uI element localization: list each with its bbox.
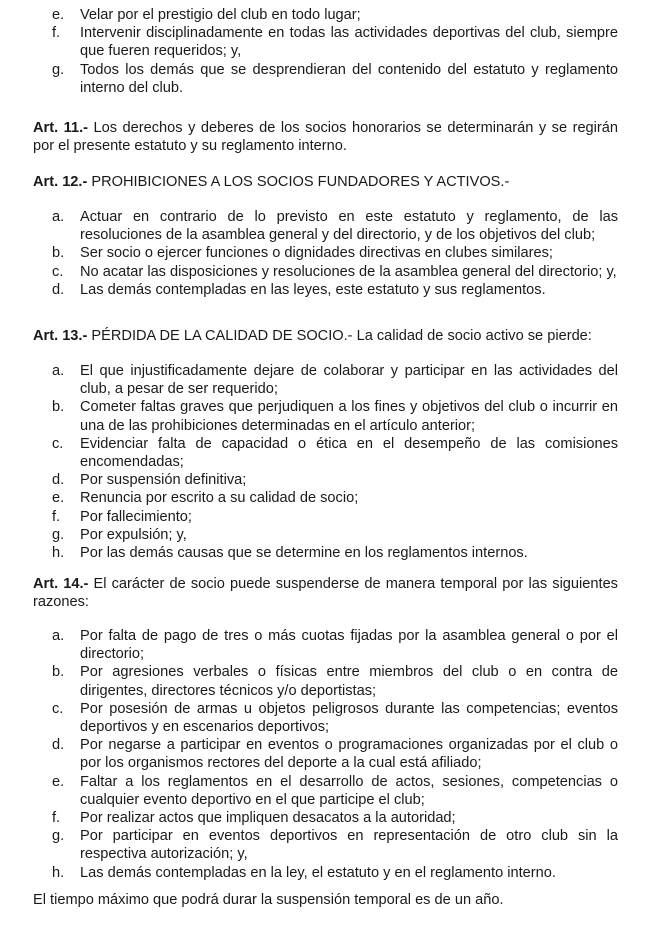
article-14-heading: [33, 575, 618, 611]
list-item-text: Velar por el prestigio del club en todo lugar;: [80, 7, 361, 23]
list-item-text: Las demás contempladas en la ley, el estatuto y en el reglamento interno.: [80, 864, 556, 881]
list-item-text: El que injustificadamente dejare de colaborar y participar en las actividades del club, a pesar de ser requerido;: [80, 363, 618, 398]
list-item-text: Intervenir disciplinadamente en todas las actividades deportivas del club, siempre que fueren requeridos; y,: [80, 25, 618, 60]
list-marker: e.: [52, 773, 65, 790]
list-item-text: Renuncia por escrito a su calidad de socio;: [80, 490, 359, 507]
list-item-text: Por negarse a participar en eventos o programaciones organizadas por el club o por los organismos rectores del deporte a la cual está afiliado;: [80, 737, 618, 772]
article-11: [33, 119, 618, 155]
list-marker: h.: [52, 864, 65, 881]
list-item: [52, 544, 618, 562]
list-marker: f.: [52, 810, 61, 827]
list-marker: f.: [52, 25, 61, 42]
article-13-heading: [33, 327, 618, 345]
list-marker: a.: [52, 209, 65, 225]
list-item-text: Por agresiones verbales o físicas entre miembros del club o en contra de dirigentes, directores técnicos y/o deportistas;: [80, 664, 618, 699]
list-item-text: Faltar a los reglamentos en el desarrollo de actos, sesiones, competencias o cualquier evento deportivo en el que participe el club;: [80, 773, 618, 808]
list-marker: c.: [52, 263, 64, 280]
list-item: [52, 61, 618, 97]
list-item-text: Por falta de pago de tres o más cuotas fijadas por la asamblea general o por el directorio;: [80, 628, 618, 663]
list-marker: g.: [52, 526, 65, 543]
list-marker: a.: [52, 628, 65, 644]
list-item: [52, 627, 618, 663]
list-marker: g.: [52, 61, 65, 78]
list-item-text: Por expulsión; y,: [80, 526, 187, 543]
list-item-text: Por posesión de armas u objetos peligrosos durante las competencias; eventos deportivos y en escenarios deportivos;: [80, 700, 618, 736]
article-text: El carácter de socio puede suspenderse de manera temporal por las siguientes razones:: [33, 576, 618, 611]
list-item-text: Por las demás causas que se determine en los reglamentos internos.: [80, 545, 528, 562]
list-item: [52, 864, 618, 882]
list-marker: f.: [52, 508, 61, 525]
list-item: [52, 508, 618, 526]
list-item: [52, 24, 618, 60]
article-text: Los derechos y deberes de los socios honorarios se determinarán y se regirán por el presente estatuto y su reglamento interno.: [33, 120, 619, 155]
list-item: [52, 773, 618, 809]
list-marker: c.: [52, 700, 64, 717]
list-marker: d.: [52, 281, 65, 298]
article-text: PÉRDIDA DE LA CALIDAD DE SOCIO.- La calidad de socio activo se pierde:: [87, 328, 592, 344]
list-item: [52, 526, 618, 544]
article-13-list: [52, 362, 618, 562]
article-label: Art. 13.-: [33, 328, 88, 344]
list-marker: c.: [52, 435, 64, 452]
list-item: [52, 827, 618, 863]
list-marker: b.: [52, 664, 65, 681]
list-item: [52, 435, 618, 471]
list-item: [52, 281, 618, 299]
list-item: [52, 663, 618, 699]
article-12-heading: [33, 173, 618, 191]
list-item: [52, 809, 618, 827]
article-label: Art. 11.-: [33, 120, 88, 136]
article-text: PROHIBICIONES A LOS SOCIOS FUNDADORES Y ACTIVOS.-: [87, 174, 510, 190]
closing-paragraph: El tiempo máximo que podrá durar la suspensión temporal es de un año.: [33, 892, 504, 908]
list-marker: h.: [52, 545, 65, 562]
list-item: [52, 489, 618, 507]
list-top: [52, 6, 618, 97]
list-item-text: Las demás contempladas en las leyes, este estatuto y sus reglamentos.: [80, 281, 546, 298]
list-marker: a.: [52, 363, 65, 379]
list-item-text: Por suspensión definitiva;: [80, 472, 247, 489]
article-12-list: [52, 208, 618, 299]
list-item: [52, 362, 618, 398]
list-item: [52, 471, 618, 489]
list-marker: b.: [52, 245, 65, 262]
list-item: [52, 263, 618, 281]
list-item-text: Ser socio o ejercer funciones o dignidades directivas en clubes similares;: [80, 245, 553, 262]
list-marker: d.: [52, 472, 65, 489]
list-marker: e.: [52, 7, 65, 23]
list-item-text: Evidenciar falta de capacidad o ética en el desempeño de las comisiones encomendadas;: [80, 435, 618, 471]
list-marker: b.: [52, 399, 65, 416]
list-item: [52, 244, 618, 262]
list-item: [52, 700, 618, 736]
list-item-text: Por participar en eventos deportivos en representación de otro club sin la respectiva autorización; y,: [80, 828, 618, 863]
article-label: Art. 12.-: [33, 174, 88, 190]
list-item: [52, 736, 618, 772]
list-item-text: No acatar las disposiciones y resoluciones de la asamblea general del directorio; y,: [80, 263, 617, 280]
list-item: [52, 398, 618, 434]
list-marker: g.: [52, 828, 65, 845]
list-item: [52, 208, 618, 244]
list-marker: d.: [52, 737, 65, 754]
list-marker: e.: [52, 490, 65, 507]
list-item-text: Cometer faltas graves que perjudiquen a los fines y objetivos del club o incurrir en una de las prohibiciones determinadas en el artículo anterior;: [80, 399, 618, 434]
list-item-text: Por realizar actos que impliquen desacatos a la autoridad;: [80, 810, 456, 827]
list-item: [52, 6, 618, 24]
article-14-list: [52, 627, 618, 882]
list-item-text: Todos los demás que se desprendieran del contenido del estatuto y reglamento interno del club.: [80, 61, 618, 96]
list-item-text: Por fallecimiento;: [80, 508, 192, 525]
list-item-text: Actuar en contrario de lo previsto en este estatuto y reglamento, de las resoluciones de la asamblea general y del directorio, y de los objetivos del club;: [80, 209, 618, 244]
article-label: Art. 14.-: [33, 576, 89, 592]
